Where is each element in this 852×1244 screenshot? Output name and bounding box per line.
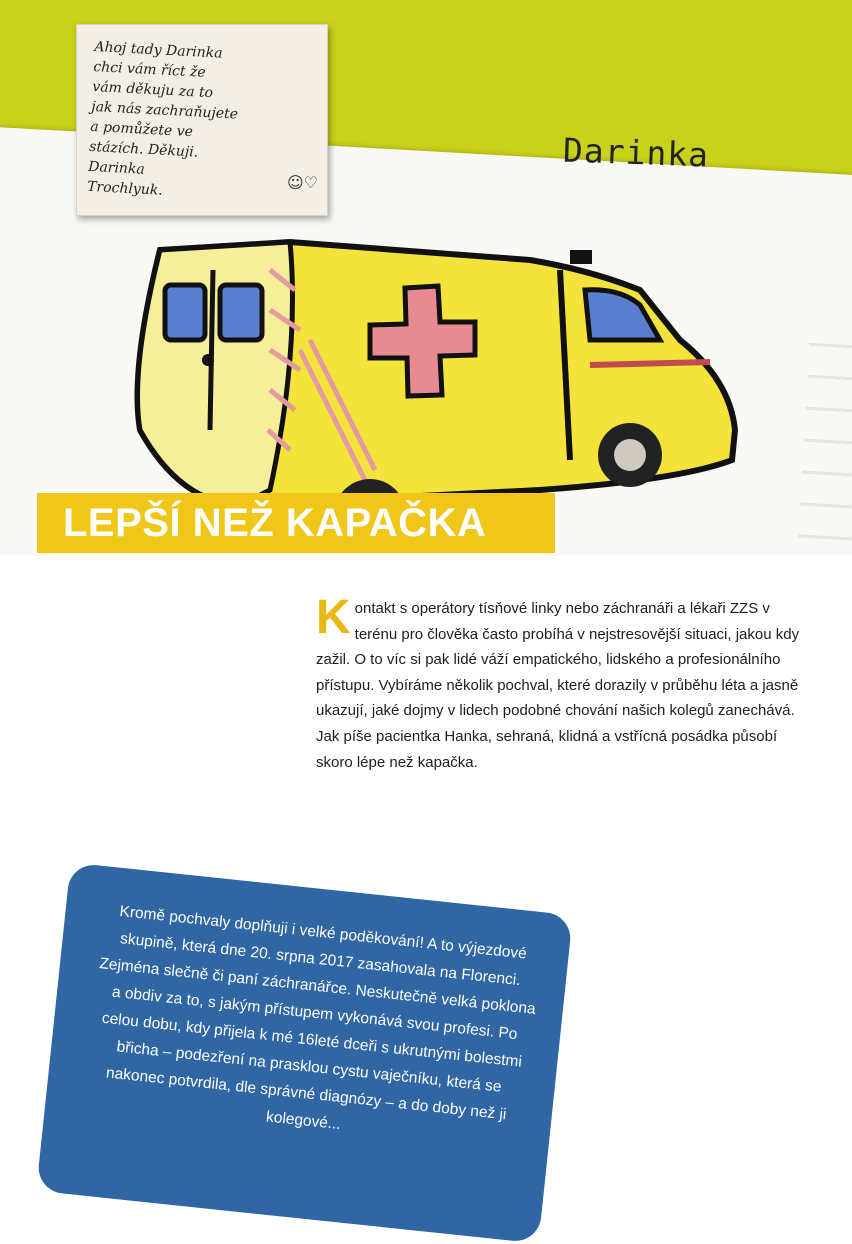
testimonial-text: Kromě pochvaly doplňuji i velké poděkování! A to výjezdové skupině, která dne 20. srpna 2017 zasahovala na Florenci. Zejména slečně či paní záchranářce. Neskutečně velká poklona a obdiv za to, s jakým přístupem vykonává svou profesi. Po celou dobu, kdy přijela k mé 16leté dceři s ukrutnými bolestmi břicha – podezření na prasklou cystu vaječníku, která se nakonec potvrdila, dle správné diagnózy – a do doby než ji kolegové... (98, 902, 537, 1134)
page-title: LEPŠÍ NEŽ KAPAČKA (63, 501, 487, 545)
handwritten-note (76, 24, 328, 216)
intro-paragraph (316, 591, 816, 775)
intro-text: ontakt s operátory tísňové linky nebo záchranáři a lékaři ZZS v terénu pro člověka často probíhá v nejstresovější situaci, jakou kdy zažil. O to víc si pak lidé váží empatického, lidského a profesionálního přístupu. Vybíráme několik pochval, které dorazily v průběhu léta a jasně ukazují, jaké dojmy v lidech podobné chování našich kolegů zanechává. Jak píše pacientka Hanka, sehraná, klidná a vstřícná posádka působí skoro lépe než kapačka. (316, 600, 800, 771)
hero-photo (0, 0, 852, 555)
note-text: Ahoj tady Darinka chci vám říct že vám děkuju za to jak nás zachraňujete a pomůžete ve stázích. Děkuji. Darinka Trochlyuk. (86, 38, 239, 199)
siren-light (570, 250, 592, 264)
drawing-signature: Darinka (562, 130, 710, 175)
rear-window-left (165, 285, 205, 340)
smiley-heart-icon: ☺♡ (287, 173, 319, 192)
rear-window-right (220, 285, 262, 340)
drop-cap: K (316, 591, 351, 644)
title-banner (37, 493, 555, 553)
testimonial-box (36, 863, 573, 1244)
paper-backside-writing (795, 343, 852, 555)
door-handle (202, 354, 214, 366)
